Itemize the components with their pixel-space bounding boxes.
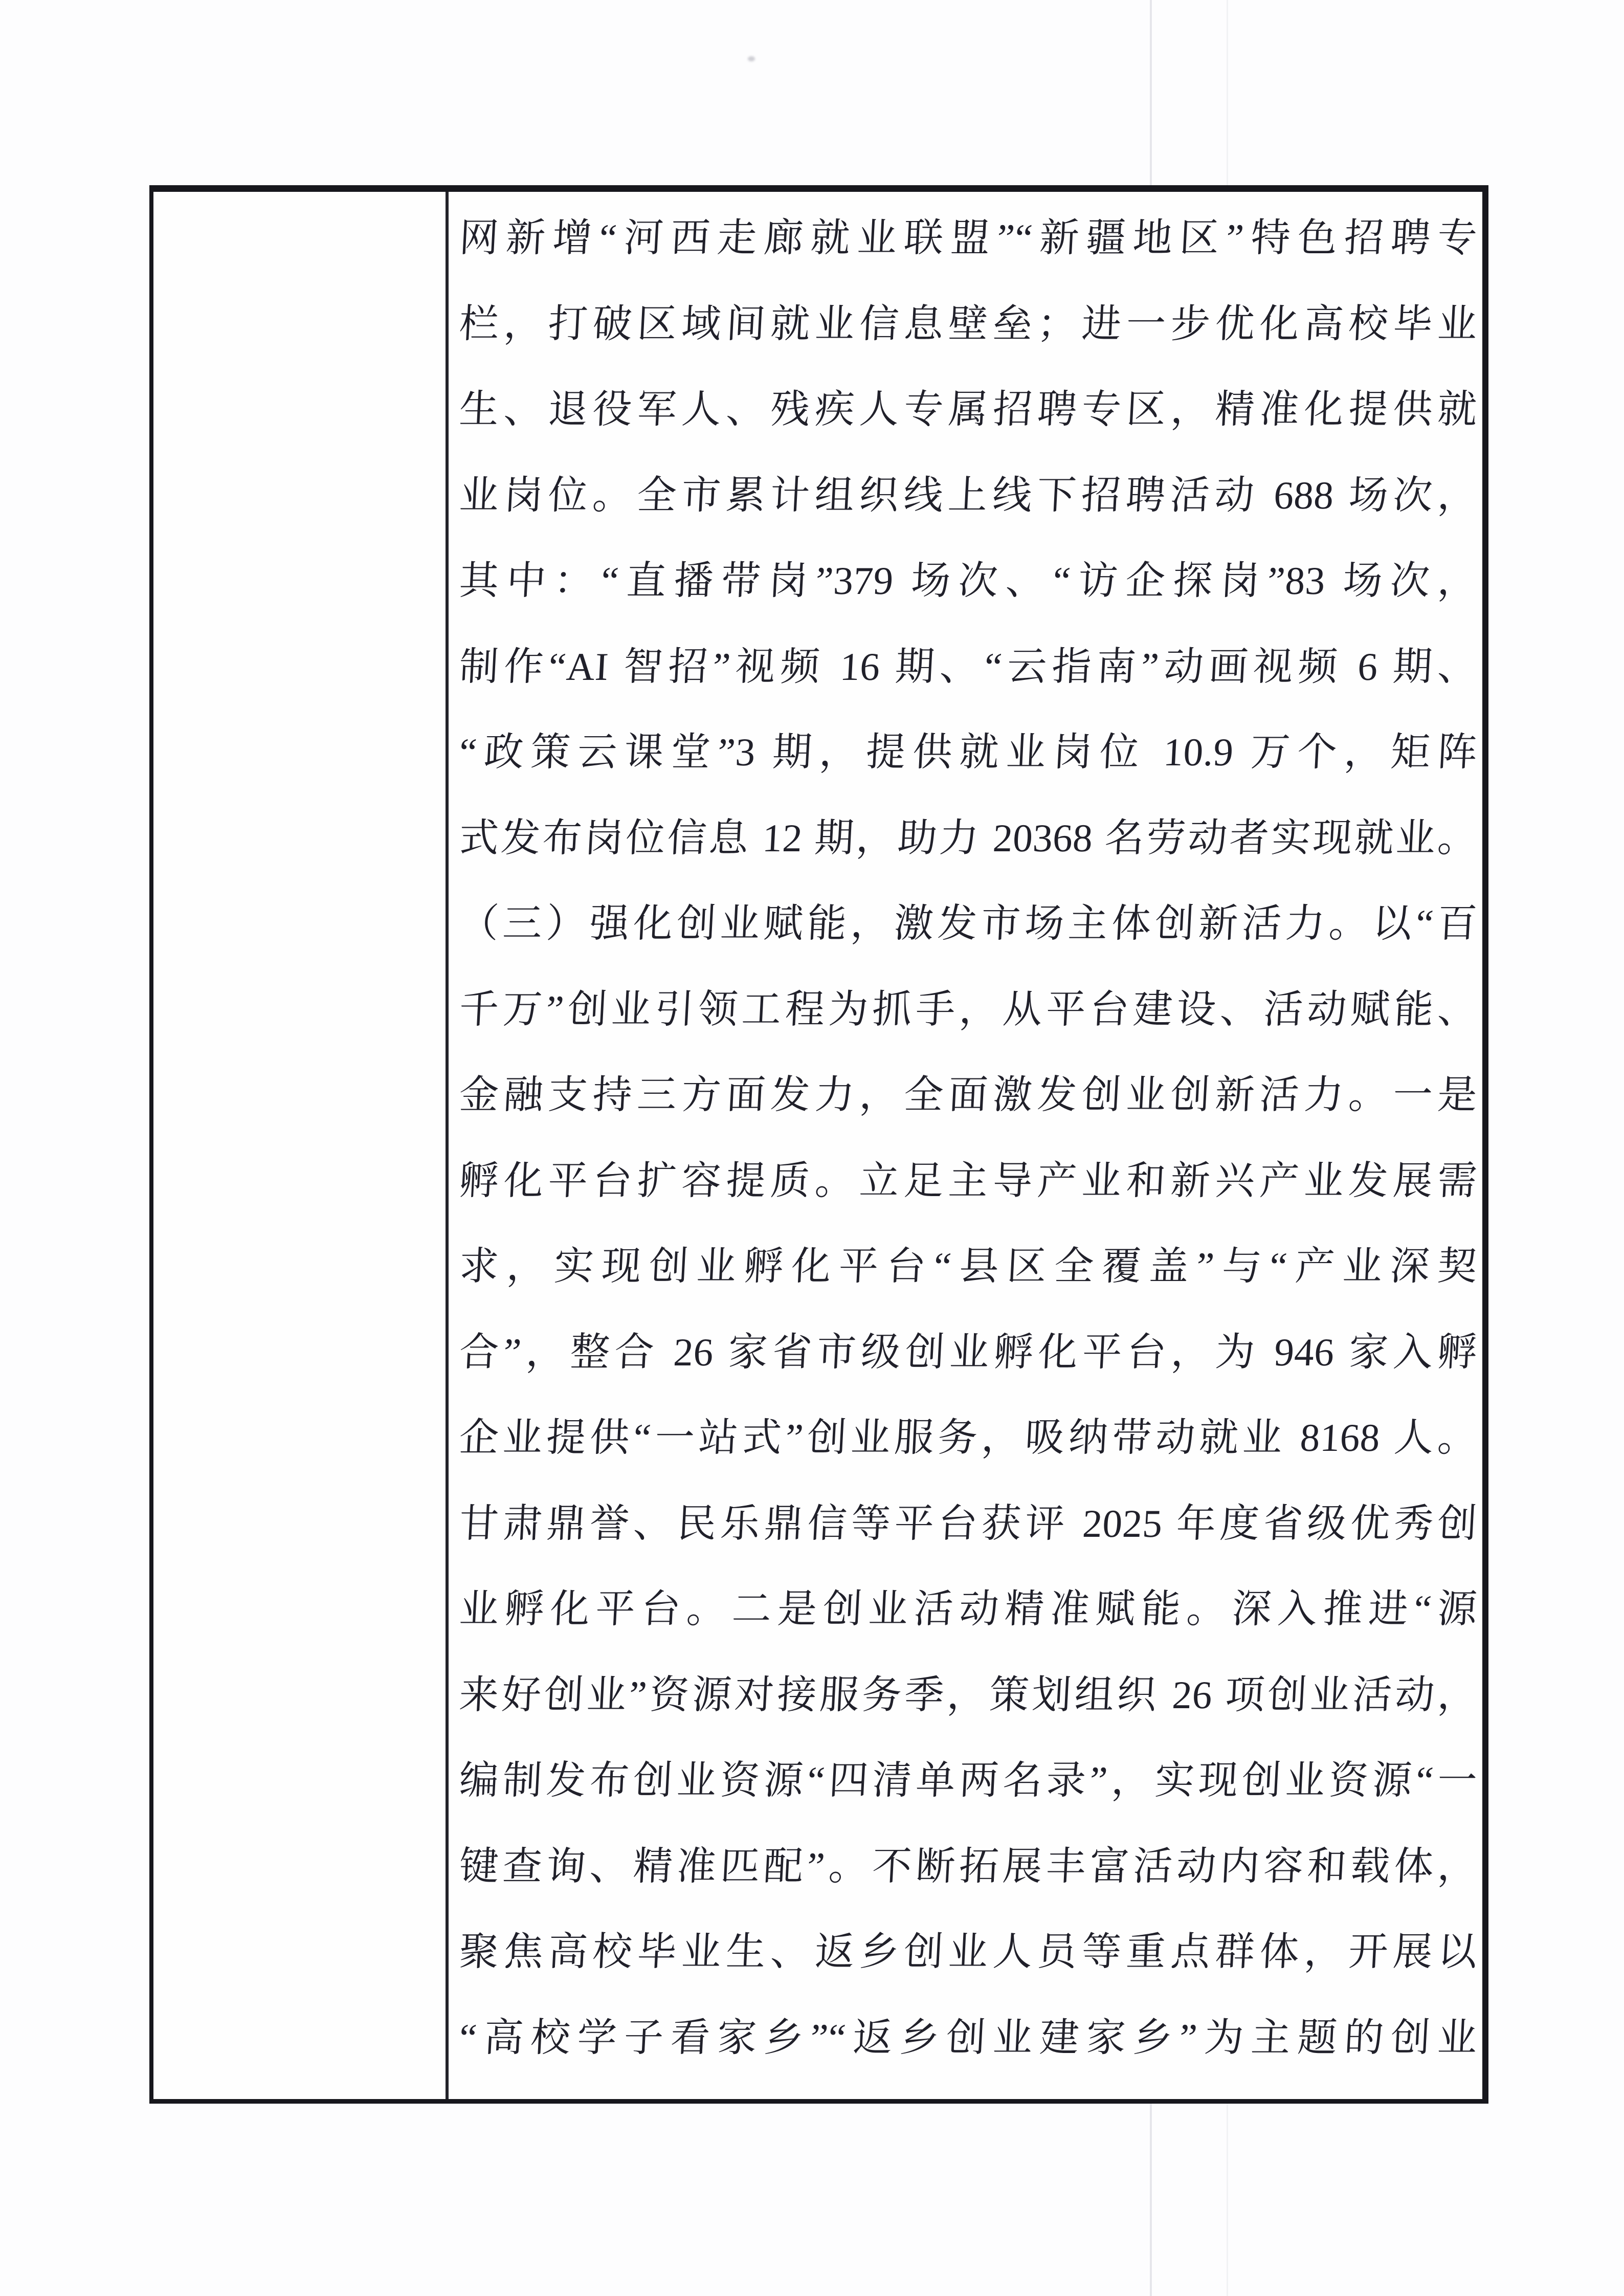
text-line: （三）强化创业赋能，激发市场主体创新活力。以“百: [458, 901, 1479, 945]
text-line: “高校学子看家乡”“返乡创业建家乡”为主题的创业: [458, 2016, 1479, 2060]
text-line: “政策云课堂”3 期，提供就业岗位 10.9 万个，矩阵: [458, 730, 1479, 774]
text-line: 求，实现创业孵化平台“县区全覆盖”与“产业深契: [458, 1244, 1479, 1288]
table-column-divider: [446, 192, 449, 2099]
text-line: 千万”创业引领工程为抓手，从平台建设、活动赋能、: [458, 987, 1479, 1031]
text-line: 栏，打破区域间就业信息壁垒；进一步优化高校毕业: [458, 302, 1479, 346]
text-line: 编制发布创业资源“四清单两名录”，实现创业资源“一: [458, 1758, 1479, 1802]
text-line: 来好创业”资源对接服务季，策划组织 26 项创业活动，: [458, 1673, 1479, 1717]
scan-speck: [748, 56, 755, 61]
text-line: 企业提供“一站式”创业服务，吸纳带动就业 8168 人。: [458, 1416, 1479, 1460]
report-table: [149, 185, 1488, 2104]
text-line: 生、退役军人、残疾人专属招聘专区，精准化提供就: [458, 387, 1479, 431]
text-line: 合”，整合 26 家省市级创业孵化平台，为 946 家入孵: [458, 1330, 1479, 1374]
text-line: 其中：“直播带岗”379 场次、“访企探岗”83 场次，: [458, 559, 1479, 603]
text-line: 式发布岗位信息 12 期，助力 20368 名劳动者实现就业。: [458, 816, 1479, 860]
text-line: 制作“AI 智招”视频 16 期、“云指南”动画视频 6 期、: [458, 645, 1479, 689]
table-left-cell: [153, 192, 446, 2099]
text-line: 甘肃鼎誉、民乐鼎信等平台获评 2025 年度省级优秀创: [458, 1502, 1479, 1546]
text-line: 业孵化平台。二是创业活动精准赋能。深入推进“源: [458, 1587, 1479, 1631]
text-line: 孵化平台扩容提质。立足主导产业和新兴产业发展需: [458, 1159, 1479, 1203]
text-line: 金融支持三方面发力，全面激发创业创新活力。一是: [458, 1073, 1479, 1117]
text-line: 网新增“河西走廊就业联盟”“新疆地区”特色招聘专: [458, 216, 1479, 260]
text-line: 聚焦高校毕业生、返乡创业人员等重点群体，开展以: [458, 1930, 1479, 1974]
text-line: 业岗位。全市累计组织线上线下招聘活动 688 场次，: [458, 473, 1479, 517]
text-line: 键查询、精准匹配”。不断拓展丰富活动内容和载体，: [458, 1844, 1479, 1888]
